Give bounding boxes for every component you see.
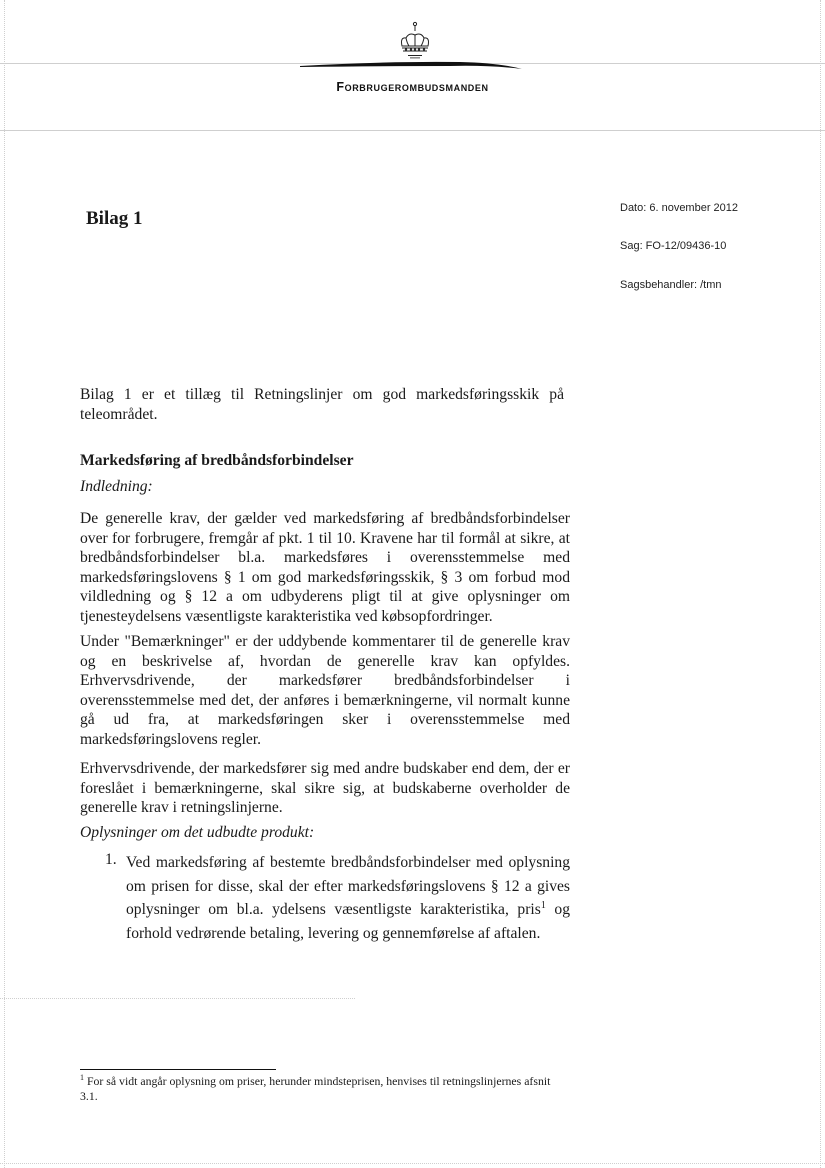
section-heading: Markedsføring af bredbåndsforbindelser <box>80 452 354 469</box>
list-item-number: 1. <box>105 851 117 868</box>
list-item-text-after: og forhold vedrørende betaling, levering og gennemførelse af aftalen. <box>126 901 570 942</box>
list-item-text-before: Ved markedsføring af bestemte bredbåndsforbindelser med oplysning om prisen for disse, skal der efter markedsføringslovens § 12 a gives oplysninger om bl.a. ydelsens væsentligste karakteristika, pris <box>126 854 570 918</box>
document-date: Dato: 6. november 2012 <box>620 202 739 214</box>
intro-paragraph: Bilag 1 er et tillæg til Retningslinjer om god markedsføringsskik på teleområdet. <box>80 386 564 423</box>
footnote-reference[interactable]: 1 <box>540 899 546 911</box>
royal-crown-icon <box>397 20 433 62</box>
paragraph-2: Under "Bemærkninger" er der uddybende kommentarer til de generelle krav og en beskrivelse af, hvordan de generelle krav kan opfyldes. Erhvervsdrivende, der markedsfører bredbåndsforbindelser i overensstemmelse med det, der anføres i bemærkningerne, vil normalt kunne gå ud fra, at markedsføringen sker i overensstemmelse med markedsføringslovens regler. <box>80 633 570 748</box>
agency-name: Forbrugerombudsmanden <box>336 80 489 94</box>
paragraph-3: Erhvervsdrivende, der markedsfører sig med andre budskaber end dem, der er foreslået i bemærkningerne, skal sikre sig, at budskaberne overholder de generelle krav i retningslinjerne. <box>80 760 570 816</box>
scan-border-bottom <box>0 1163 825 1164</box>
case-handler: Sagsbehandler: /tmn <box>620 279 722 291</box>
subheading-intro: Indledning: <box>80 478 153 495</box>
footnote-marker: 1 <box>80 1073 84 1083</box>
paragraph-1: De generelle krav, der gælder ved markedsføring af bredbåndsforbindelser over for forbrugere, fremgår af pkt. 1 til 10. Kravene har til formål at sikre, at bredbåndsforbindelser bl.a. markedsføres i overensstemmelse med markedsføringslovens § 1 om god markedsføringsskik, § 3 om forbud mod vildledning og § 12 a om udbyderens pligt til at give oplysninger om tjenesteydelsens væsentligste karakteristika ved købsopfordringer. <box>80 510 570 625</box>
footnote-rule <box>80 1069 276 1070</box>
scan-border-right <box>820 0 821 1168</box>
scan-border-lower <box>0 998 355 999</box>
logo-swoosh <box>300 58 522 76</box>
scan-border-header <box>0 130 825 131</box>
subheading-product: Oplysninger om det udbudte produkt: <box>80 824 315 841</box>
scan-border-left <box>4 0 5 1168</box>
page-title: Bilag 1 <box>86 208 143 229</box>
footnote-text: For så vidt angår oplysning om priser, herunder mindsteprisen, henvises til retningslinjernes afsnit 3.1. <box>80 1074 551 1103</box>
case-number: Sag: FO-12/09436-10 <box>620 240 727 252</box>
list-item-text <box>126 851 570 945</box>
footnote <box>80 1074 570 1104</box>
